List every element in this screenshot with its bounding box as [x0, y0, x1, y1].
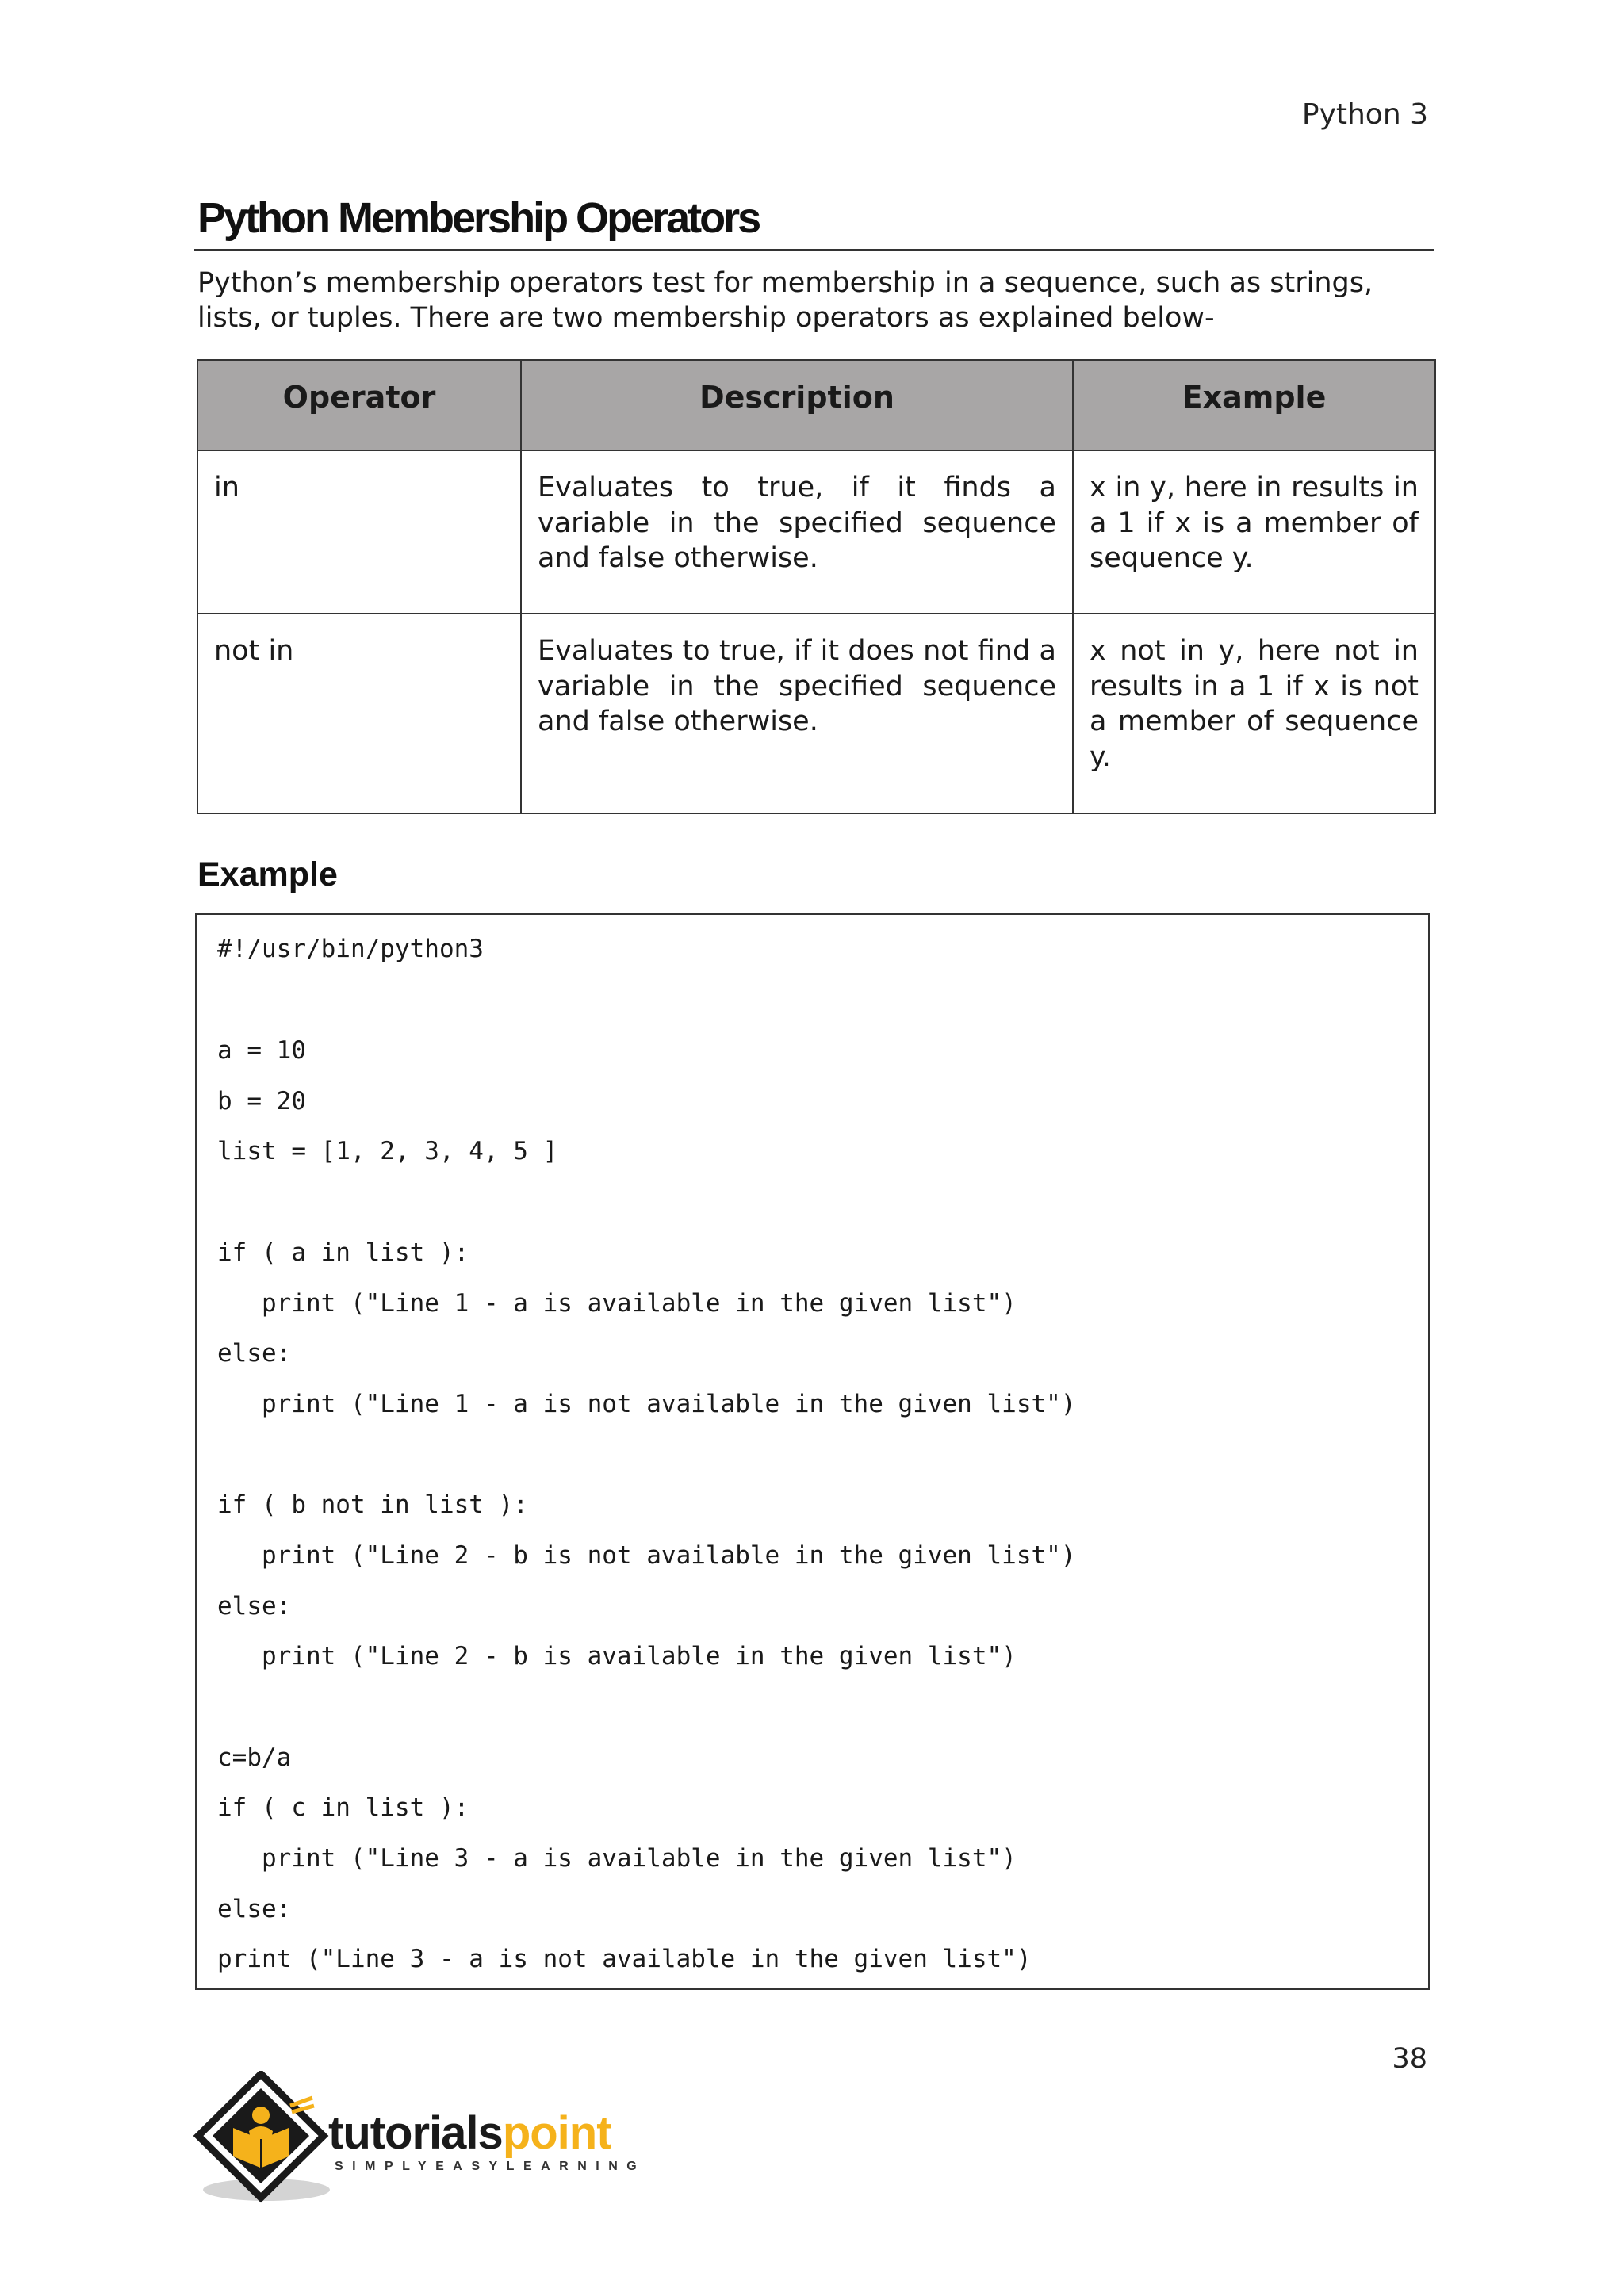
intro-paragraph: Python’s membership operators test for membership in a sequence, such as strings, lists, or tuples. There are two membership operators as explained below-: [197, 267, 1373, 334]
example-cell: x not in y, here not in results in a 1 if x is not a member of sequence y.: [1073, 614, 1435, 813]
code-block: [195, 913, 1430, 1990]
example-heading: Example: [197, 855, 338, 894]
code-line: print ("Line 3 - a is available in the given list"): [217, 1844, 1017, 1873]
code-line: else:: [217, 1895, 292, 1923]
code-line: else:: [217, 1339, 292, 1368]
table-row: [197, 450, 1435, 614]
section-title: Python Membership Operators: [197, 194, 760, 242]
table-header-row: [197, 360, 1435, 450]
logo-tagline: SIMPLYEASYLEARNING: [335, 2160, 646, 2173]
header-operator: Operator: [197, 360, 521, 450]
code-line: print ("Line 2 - b is available in the given list"): [217, 1642, 1017, 1670]
operator-cell: not in: [197, 614, 521, 813]
operator-cell: in: [197, 450, 521, 614]
code-line: a = 10: [217, 1036, 306, 1065]
code-line: if ( b not in list ):: [217, 1490, 528, 1519]
code-line: #!/usr/bin/python3: [217, 935, 484, 963]
page-number: 38: [1392, 2043, 1427, 2075]
logo-wordmark: tutorialspoint: [328, 2107, 611, 2159]
code-line: print ("Line 2 - b is not available in the given list"): [217, 1541, 1076, 1570]
code-line: list = [1, 2, 3, 4, 5 ]: [217, 1137, 558, 1165]
operators-table: [197, 359, 1436, 814]
code-line: if ( c in list ):: [217, 1793, 469, 1822]
code-line: print ("Line 3 - a is not available in the given list"): [217, 1945, 1032, 1973]
title-rule: [194, 249, 1434, 251]
code-line: c=b/a: [217, 1743, 292, 1772]
book-diamond-icon: [193, 2071, 336, 2206]
code-line: print ("Line 1 - a is not available in the given list"): [217, 1390, 1076, 1418]
description-cell: Evaluates to true, if it finds a variable in the specified sequence and false otherwise.: [521, 450, 1073, 614]
code-line: b = 20: [217, 1087, 306, 1115]
header-example: Example: [1073, 360, 1435, 450]
code-line: if ( a in list ):: [217, 1238, 469, 1267]
description-cell: Evaluates to true, if it does not find a variable in the specified sequence and false otherwise.: [521, 614, 1073, 813]
code-line: print ("Line 1 - a is available in the given list"): [217, 1289, 1017, 1318]
tutorialspoint-logo: [193, 2071, 653, 2206]
running-header: Python 3: [1301, 98, 1428, 131]
code-line: else:: [217, 1592, 292, 1621]
header-description: Description: [521, 360, 1073, 450]
example-cell: x in y, here in results in a 1 if x is a member of sequence y.: [1073, 450, 1435, 614]
table-row: [197, 614, 1435, 813]
